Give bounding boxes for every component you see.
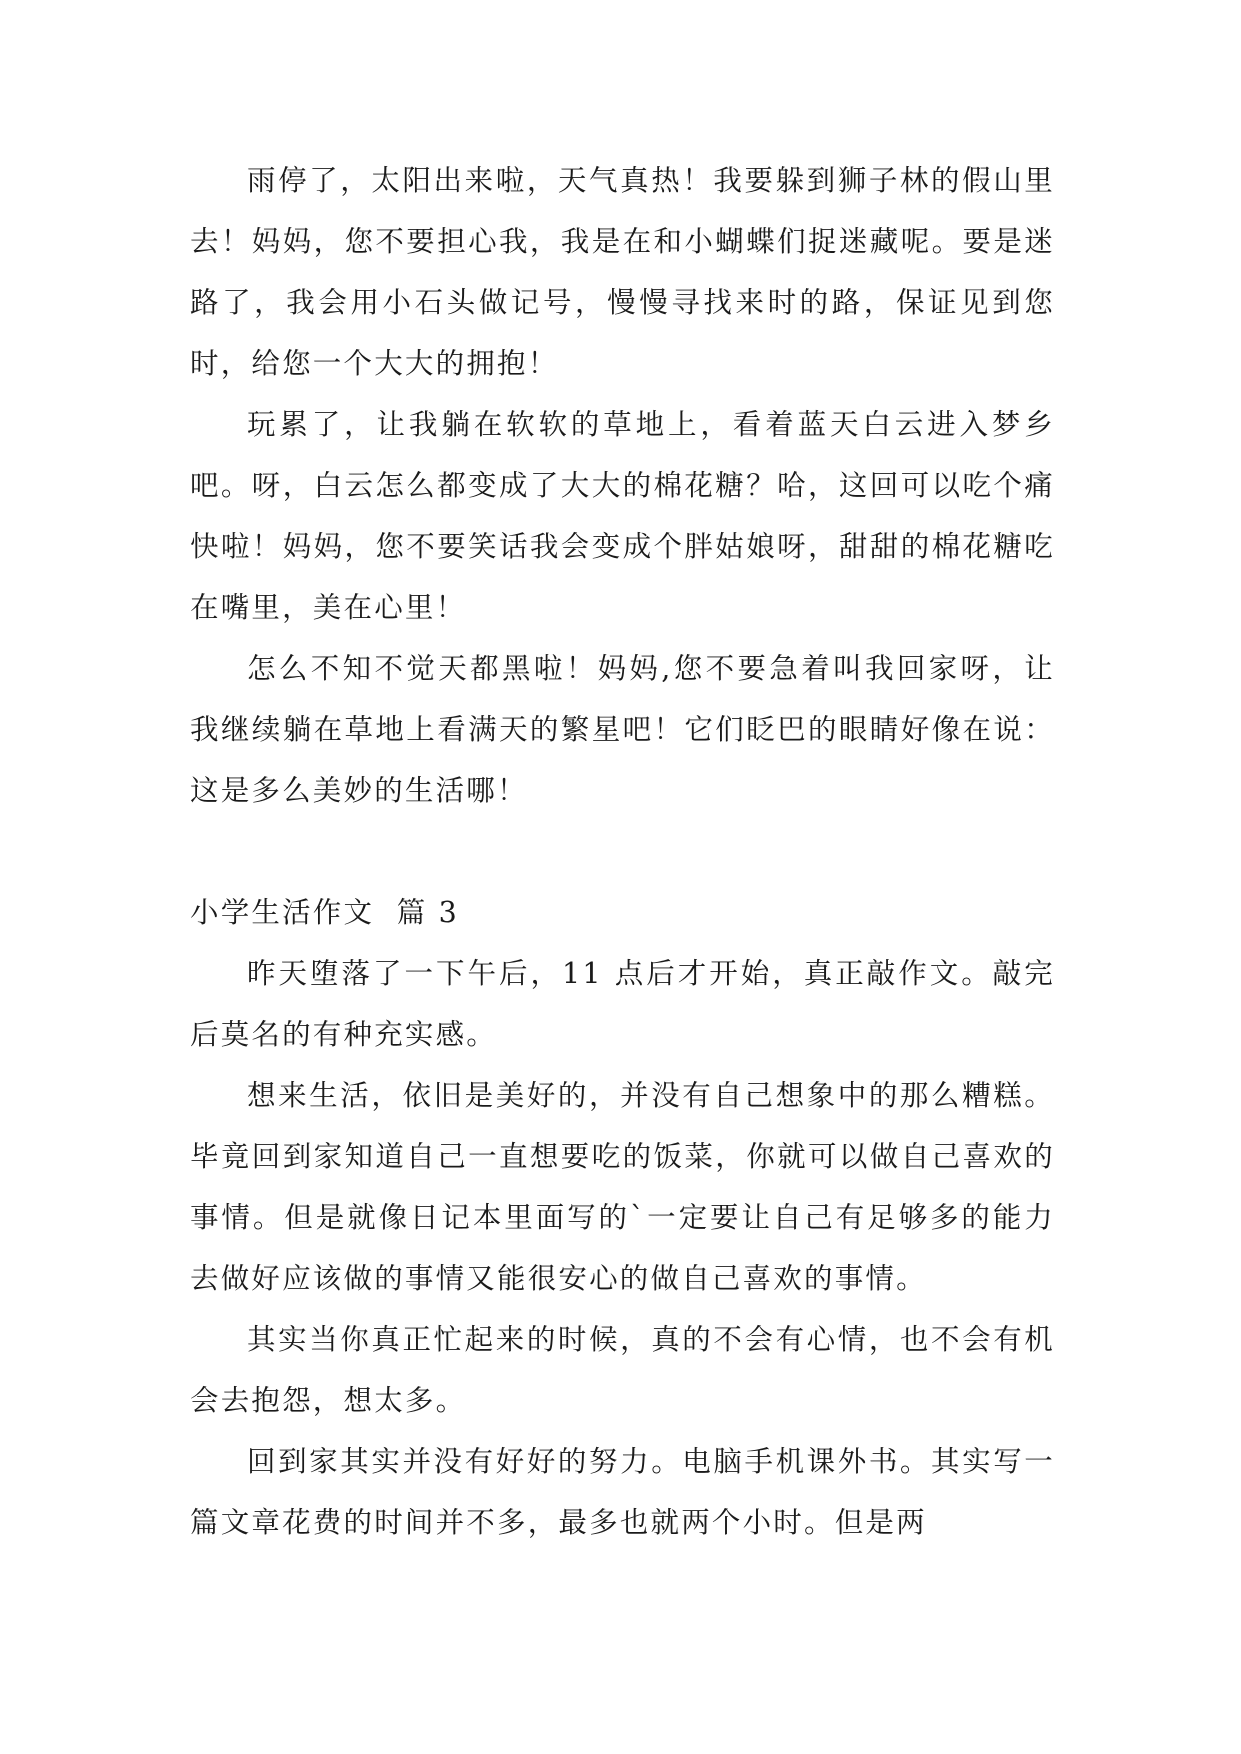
paragraph: 昨天堕落了一下午后，11 点后才开始，真正敲作文。敲完后莫名的有种充实感。 <box>190 957 1055 1051</box>
paragraph: 玩累了，让我躺在软软的草地上，看着蓝天白云进入梦乡吧。呀，白云怎么都变成了大大的棉花糖？哈，这回可以吃个痛快啦！妈妈，您不要笑话我会变成个胖姑娘呀，甜甜的棉花糖吃在嘴里，美在心里！ <box>190 408 1055 624</box>
paragraph: 雨停了，太阳出来啦，天气真热！我要躲到狮子林的假山里去！妈妈，您不要担心我，我是在和小蝴蝶们捉迷藏呢。要是迷路了，我会用小石头做记号，慢慢寻找来时的路，保证见到您时，给您一个大大的拥抱！ <box>190 164 1055 380</box>
paragraph: 想来生活，依旧是美好的，并没有自己想象中的那么糟糕。毕竟回到家知道自己一直想要吃的饭菜，你就可以做自己喜欢的事情。但是就像日记本里面写的`一定要让自己有足够多的能力去做好应该做的事情又能很安心的做自己喜欢的事情。 <box>190 1079 1055 1295</box>
paragraph: 回到家其实并没有好好的努力。电脑手机课外书。其实写一篇文章花费的时间并不多，最多也就两个小时。但是两 <box>190 1445 1055 1539</box>
paragraph: 其实当你真正忙起来的时候，真的不会有心情，也不会有机会去抱怨，想太多。 <box>190 1323 1055 1417</box>
document-body <box>190 150 1055 1553</box>
paragraph: 怎么不知不觉天都黑啦！妈妈,您不要急着叫我回家呀，让我继续躺在草地上看满天的繁星吧！它们眨巴的眼睛好像在说：这是多么美妙的生活哪！ <box>190 652 1055 807</box>
section-heading: 小学生活作文 篇 3 <box>190 896 460 929</box>
